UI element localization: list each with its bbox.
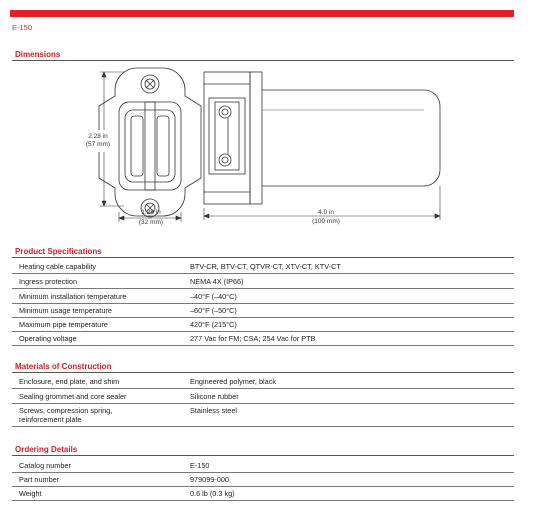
table-row [12, 472, 514, 487]
section-specs-header [12, 246, 514, 258]
header-accent-bar [10, 10, 514, 17]
row-label [19, 406, 179, 424]
table-row [12, 403, 514, 427]
table-row [12, 331, 514, 346]
side-view [204, 72, 440, 204]
row-label: Weight [19, 489, 42, 498]
row-value: –40°F (–40°C) [190, 292, 237, 301]
row-label-line-2: reinforcement plate [19, 415, 82, 424]
row-label: Maximum pipe temperature [19, 320, 108, 329]
row-value: BTV-CR, BTV-CT, QTVR-CT, XTV-CT, KTV-CT [190, 262, 341, 271]
table-row [12, 289, 514, 304]
row-label: Ingress protection [19, 277, 78, 286]
section-dimensions-header [12, 49, 514, 61]
table-row [12, 259, 514, 274]
row-label: Minimum usage temperature [19, 306, 112, 315]
row-label: Sealing grommet and core sealer [19, 392, 127, 401]
section-ordering-header [12, 444, 514, 456]
length-mm-label: (100 mm) [312, 218, 340, 225]
table-row [12, 317, 514, 332]
row-label: Part number [19, 475, 60, 484]
row-value: E-150 [190, 461, 210, 470]
row-value: NEMA 4X (IP66) [190, 277, 244, 286]
section-materials-header [12, 361, 514, 373]
row-value: Stainless steel [190, 406, 238, 415]
row-label-line-1: Screws, compression spring, [19, 406, 113, 415]
row-label: Minimum installation temperature [19, 292, 127, 301]
section-title: Materials of Construction [15, 362, 112, 371]
table-row [12, 274, 514, 289]
row-label: Catalog number [19, 461, 71, 470]
table-row [12, 458, 514, 473]
row-value: 420°F (215°C) [190, 320, 237, 329]
row-label: Heating cable capability [19, 262, 97, 271]
table-row [12, 303, 514, 318]
section-title: Dimensions [15, 50, 61, 59]
row-value: Engineered polymer, black [190, 377, 276, 386]
row-value: Silicone rubber [190, 392, 239, 401]
row-value: 277 Vac for FM; CSA; 254 Vac for PTB [190, 334, 316, 343]
table-row [12, 486, 514, 501]
dimension-drawing-svg [12, 66, 514, 236]
row-label: Enclosure, end plate, and shim [19, 377, 120, 386]
height-mm-label: (57 mm) [85, 141, 111, 148]
table-row [12, 389, 514, 404]
width-mm-label: (32 mm) [138, 219, 164, 226]
document-code: E-150 [12, 23, 33, 32]
section-title: Product Specifications [15, 247, 102, 256]
row-value: –60°F (–50°C) [190, 306, 237, 315]
row-value: 0.6 lb (0.3 kg) [190, 489, 235, 498]
dimension-drawing [12, 66, 514, 236]
row-value: 979099-000 [190, 475, 229, 484]
height-inches-label: 2.28 in [88, 133, 108, 140]
row-label: Operating voltage [19, 334, 77, 343]
width-inches-label: 1.28 in [141, 209, 161, 216]
section-title: Ordering Details [15, 445, 78, 454]
length-inches-label: 4.0 in [318, 209, 334, 216]
table-row [12, 374, 514, 389]
